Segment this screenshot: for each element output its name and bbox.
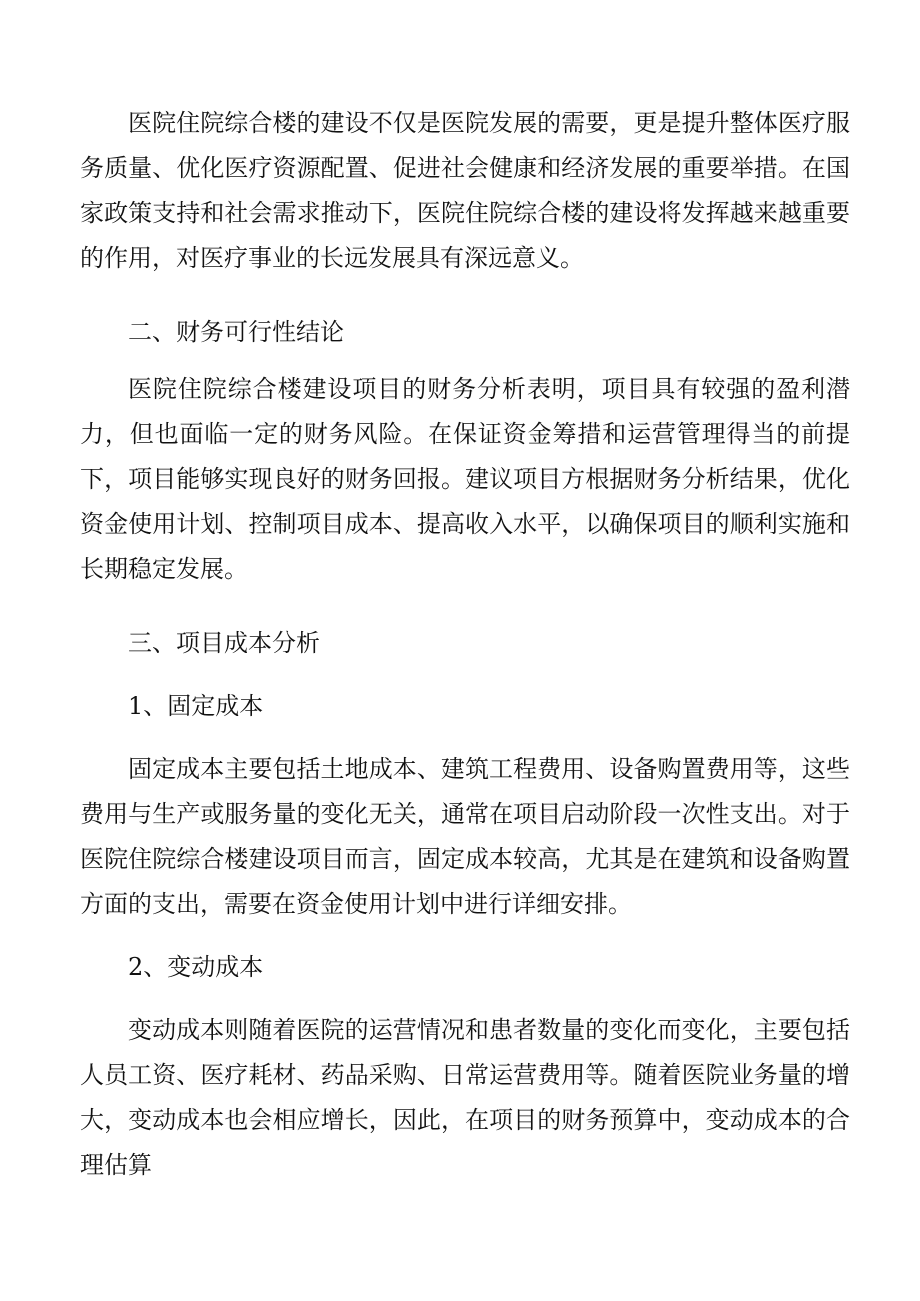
subheading-variable-cost: 2、变动成本 (128, 953, 264, 981)
paragraph-fixed-cost: 固定成本主要包括土地成本、建筑工程费用、设备购置费用等，这些费用与生产或服务量的变化无关，通常在项目启动阶段一次性支出。对于医院住院综合楼建设项目而言，固定成本较高，尤其是在建筑和设备购置方面的支出，需要在资金使用计划中进行详细安排。 (80, 755, 850, 918)
paragraph-variable-cost: 变动成本则随着医院的运营情况和患者数量的变化而变化，主要包括人员工资、医疗耗材、药品采购、日常运营费用等。随着医院业务量的增大，变动成本也会相应增长，因此，在项目的财务预算中，变动成本的合理估算 (80, 1016, 850, 1179)
paragraph-financial-conclusion: 医院住院综合楼建设项目的财务分析表明，项目具有较强的盈利潜力，但也面临一定的财务风险。在保证资金筹措和运营管理得当的前提下，项目能够实现良好的财务回报。建议项目方根据财务分析结果，优化资金使用计划、控制项目成本、提高收入水平，以确保项目的顺利实施和长期稳定发展。 (80, 375, 850, 583)
subheading-fixed-cost: 1、固定成本 (128, 692, 264, 720)
section-heading-financial-feasibility: 二、财务可行性结论 (128, 318, 344, 346)
section-heading-cost-analysis: 三、项目成本分析 (128, 629, 320, 657)
document-body (80, 101, 850, 1188)
paragraph-hospital-building-significance: 医院住院综合楼的建设不仅是医院发展的需要，更是提升整体医疗服务质量、优化医疗资源配置、促进社会健康和经济发展的重要举措。在国家政策支持和社会需求推动下，医院住院综合楼的建设将发挥越来越重要的作用，对医疗事业的长远发展具有深远意义。 (80, 109, 850, 272)
